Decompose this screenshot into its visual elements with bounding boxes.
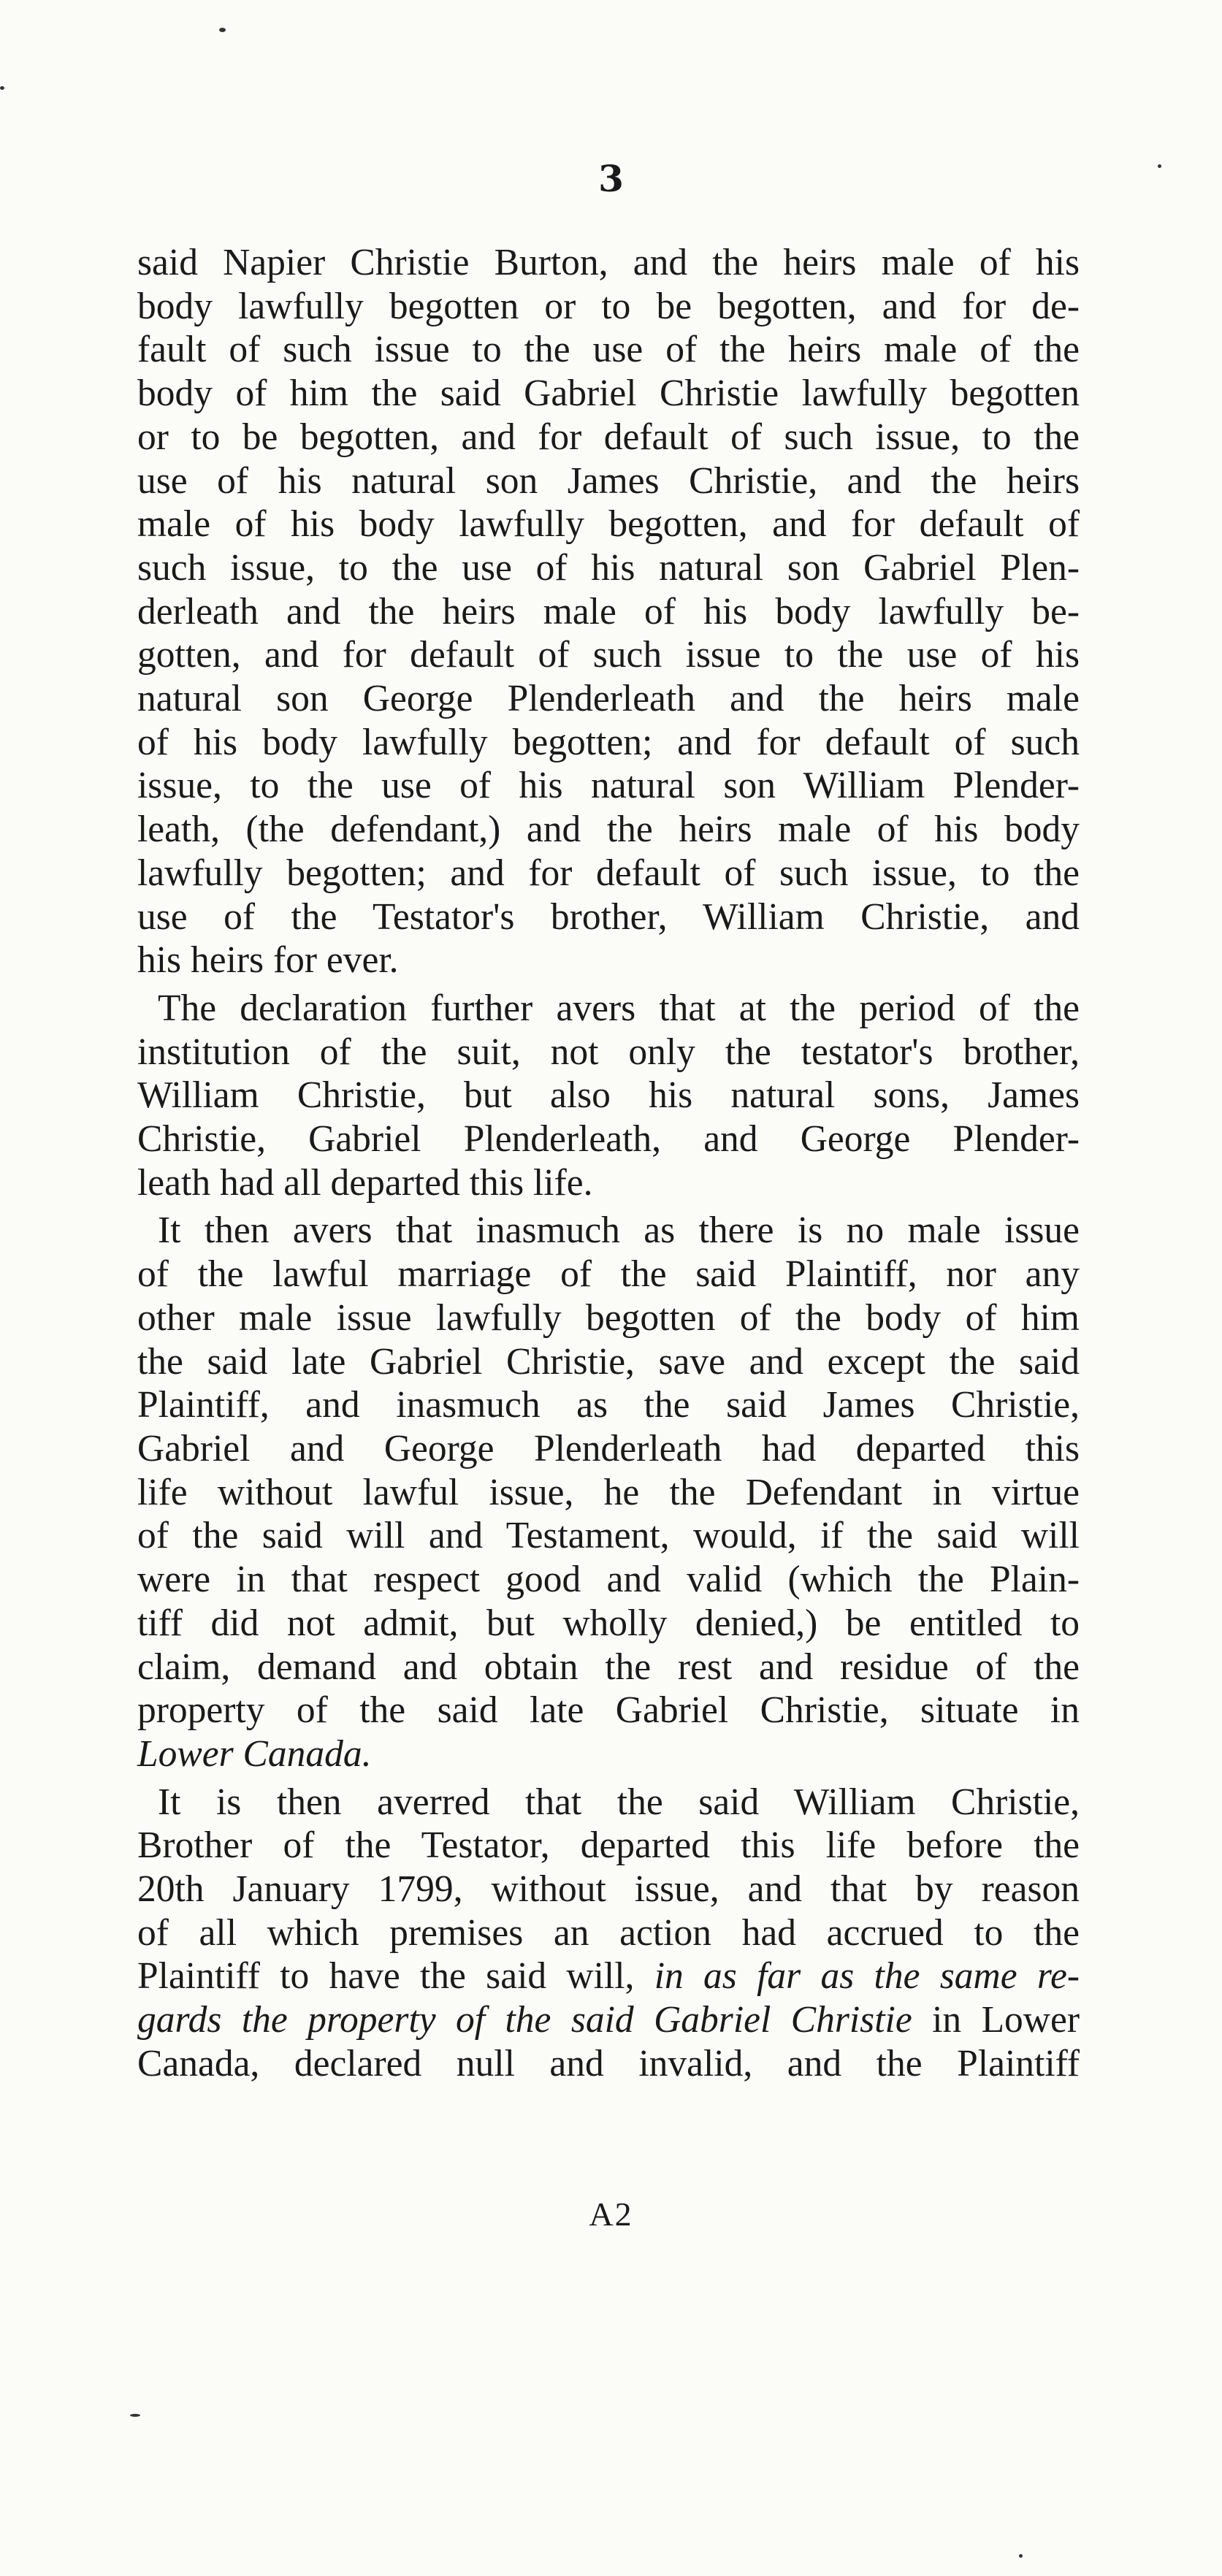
text-line: leath had all departed this life. [137, 1161, 593, 1204]
paragraph-3 [137, 1209, 1080, 1776]
text-line: of all which premises an action had accrued to the [137, 1911, 1080, 1954]
text-line: his heirs for ever. [137, 939, 399, 982]
paragraph-1 [137, 241, 1080, 982]
text-line: derleath and the heirs male of his body lawfully be- [137, 590, 1080, 632]
italic-place-name: Lower Canada. [137, 1732, 372, 1775]
text-line: leath, (the defendant,) and the heirs male of his body [137, 809, 1080, 851]
italic-segment: gards the property of the said Gabriel Christie [137, 1999, 912, 2041]
text-line: of his body lawfully begotten; and for default of such [137, 721, 1080, 763]
text-line: institution of the suit, not only the testator's brother, [137, 1031, 1080, 1073]
text-line: of the lawful marriage of the said Plaintiff, nor any [137, 1253, 1080, 1296]
italic-segment: in as far as the same re- [654, 1955, 1080, 1998]
paragraph-4 [137, 1781, 1080, 2086]
text-line: use of his natural son James Christie, and the heirs [137, 459, 1080, 502]
text-line: It then avers that inasmuch as there is no male issue [158, 1209, 1080, 1252]
text-line: Canada, declared null and invalid, and the Plaintiff [137, 2042, 1080, 2084]
text-line: said Napier Christie Burton, and the heirs male of his [137, 242, 1080, 283]
ink-speck [219, 28, 226, 32]
text-line: property of the said late Gabriel Christie, situate in [137, 1689, 1080, 1732]
text-line: It is then averred that the said William Christie, [158, 1781, 1080, 1823]
text-line: lawfully begotten; and for default of such issue, to the [137, 852, 1080, 894]
text-line: 20th January 1799, without issue, and that by reason [137, 1868, 1080, 1911]
text-line: fault of such issue to the use of the heirs male of the [137, 329, 1080, 371]
text-line-mixed [137, 1998, 1080, 2042]
page-number: 3 [598, 157, 624, 200]
text-line: life without lawful issue, he the Defendant in virtue [137, 1471, 1080, 1513]
ink-speck [0, 86, 4, 90]
text-line: gotten, and for default of such issue to the use of his [137, 634, 1080, 676]
text-line: of the said will and Testament, would, if the said will [137, 1515, 1080, 1557]
text-line: the said late Gabriel Christie, save and except the said [137, 1340, 1080, 1383]
text-line: Christie, Gabriel Plenderleath, and George Plender- [137, 1118, 1080, 1161]
text-line: issue, to the use of his natural son William Plender- [137, 765, 1080, 807]
text-line: natural son George Plenderleath and the heirs male [137, 678, 1080, 720]
text-line: other male issue lawfully begotten of the body of him [137, 1296, 1080, 1339]
text-line: body of him the said Gabriel Christie lawfully begotten [137, 372, 1080, 415]
text-segment: in Lower [932, 1999, 1080, 2041]
text-segment: Plaintiff to have the said will, [137, 1955, 635, 1998]
body-text [137, 241, 1080, 2086]
text-line: Gabriel and George Plenderleath had departed this [137, 1427, 1080, 1469]
text-line: Plaintiff, and inasmuch as the said James Christie, [137, 1384, 1080, 1426]
text-line: or to be begotten, and for default of such issue, to the [137, 416, 1080, 458]
ink-speck [1158, 164, 1161, 168]
text-line: Brother of the Testator, departed this life before the [137, 1824, 1080, 1867]
paragraph-2 [137, 987, 1080, 1205]
text-line: The declaration further avers that at the period of the [158, 987, 1080, 1029]
text-line: tiff did not admit, but wholly denied,) be entitled to [137, 1602, 1080, 1644]
text-line: such issue, to the use of his natural son Gabriel Plen- [137, 546, 1080, 589]
text-line: body lawfully begotten or to be begotten, and for de- [137, 285, 1080, 327]
signature-mark: A2 [589, 2195, 633, 2233]
text-line: claim, demand and obtain the rest and residue of the [137, 1646, 1080, 1688]
text-line: use of the Testator's brother, William Christie, and [137, 895, 1080, 938]
text-line-mixed [137, 1954, 1080, 1998]
text-line: were in that respect good and valid (which the Plain- [137, 1559, 1080, 1601]
ink-speck [130, 2414, 140, 2417]
ink-speck [1019, 2554, 1023, 2558]
text-line: male of his body lawfully begotten, and for default of [137, 503, 1080, 546]
text-line: William Christie, but also his natural sons, James [137, 1074, 1080, 1117]
